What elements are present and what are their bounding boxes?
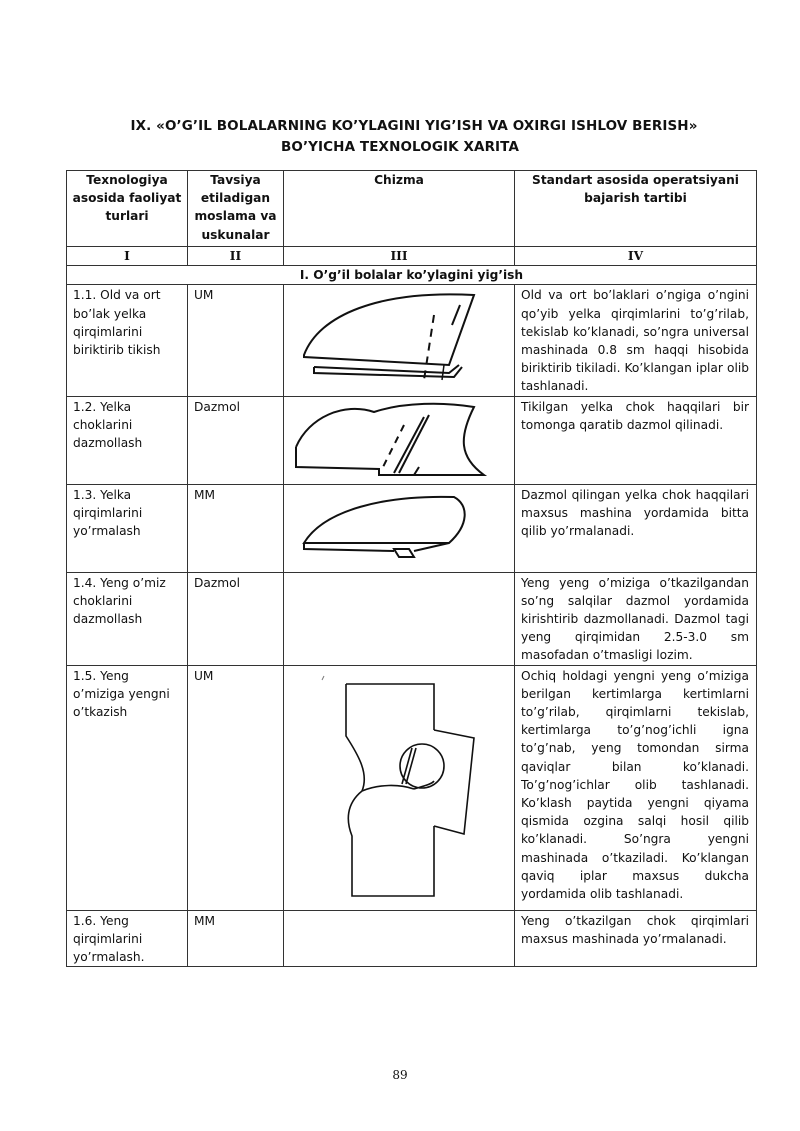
header-activity: Texnologiya asosida faoliyat turlari — [67, 171, 188, 247]
roman-2: II — [188, 247, 284, 266]
roman-1: I — [67, 247, 188, 266]
roman-3: III — [284, 247, 515, 266]
equipment-cell: MM — [188, 484, 284, 572]
equipment-cell: UM — [188, 285, 284, 396]
table-row — [67, 285, 757, 396]
section-row — [67, 266, 757, 285]
drawing-cell — [284, 484, 515, 572]
drawing-cell — [284, 665, 515, 910]
shoulder-overlocking-drawing — [284, 485, 515, 571]
table-row — [67, 396, 757, 484]
equipment-cell: UM — [188, 665, 284, 910]
drawing-cell — [284, 285, 515, 396]
drawing-cell-empty — [284, 572, 515, 665]
table-row — [67, 572, 757, 665]
procedure-cell: Old va ort bo’laklari o’ngiga o’ngini qo’yib yelka qirqimlarini to’g’rilab, tekislab ko’klanadi, so’ngra universal mashinada 0.8 sm haqqi hisobida biriktirib tikiladi. Ko’klangan iplar olib tashlanadi. — [515, 285, 757, 396]
equipment-cell: Dazmol — [188, 572, 284, 665]
header-equipment: Tavsiya etiladigan moslama va uskunalar — [188, 171, 284, 247]
shoulder-seam-pressing-drawing — [284, 397, 515, 483]
activity-cell: 1.4. Yeng o’miz choklarini dazmollash — [67, 572, 188, 665]
header-procedure: Standart asosida operatsiyani bajarish tartibi — [515, 171, 757, 247]
equipment-cell: Dazmol — [188, 396, 284, 484]
drawing-cell-empty — [284, 910, 515, 967]
table-row — [67, 484, 757, 572]
activity-cell: 1.3. Yelka qirqimlarini yo’rmalash — [67, 484, 188, 572]
table-header-row — [67, 171, 757, 247]
activity-cell: 1.6. Yeng qirqimlarini yo’rmalash. — [67, 910, 188, 967]
roman-numeral-row — [67, 247, 757, 266]
procedure-cell: Tikilgan yelka chok haqqilari bir tomonga qaratib dazmol qilinadi. — [515, 396, 757, 484]
document-title-line1: IX. «O’G’IL BOLALARNING KO’YLAGINI YIG’ISH VA OXIRGI ISHLOV BERISH» — [130, 118, 698, 134]
procedure-cell: Yeng o’tkazilgan chok qirqimlari maxsus mashinada yo’rmalanadi. — [515, 910, 757, 967]
activity-cell: 1.5. Yeng o’miziga yengni o’tkazish — [67, 665, 188, 910]
sleeve-setting-drawing — [284, 666, 515, 908]
roman-4: IV — [515, 247, 757, 266]
drawing-cell — [284, 396, 515, 484]
shoulder-seam-stitching-drawing — [284, 285, 515, 393]
technology-map-table — [66, 170, 757, 967]
equipment-cell: MM — [188, 910, 284, 967]
document-title-line2: BO’YICHA TEXNOLOGIK XARITA — [280, 139, 519, 155]
procedure-cell: Dazmol qilingan yelka chok haqqilari maxsus mashina yordamida bitta qilib yo’rmalanadi. — [515, 484, 757, 572]
table-row — [67, 665, 757, 910]
activity-cell: 1.1. Old va ort bo’lak yelka qirqimlarini biriktirib tikish — [67, 285, 188, 396]
section-title: I. O’g’il bolalar ko’ylagini yig’ish — [67, 266, 757, 285]
table-row — [67, 910, 757, 967]
page-number: 89 — [392, 1068, 408, 1082]
procedure-cell: Ochiq holdagi yengni yeng o’miziga berilgan kertimlarga kertimlarni to’g’rilab, qirqimlarni tekislab, kertimlarga to’g’nog’ichli igna to’g’nab, yeng tomondan sirma qaviqlar bilan ko’klanadi. To’g’nog’ichlar olib tashlanadi. Ko’klash paytida yengni qiyama qismida ozgina salqi hosil qilib ko’klanadi. So’ngra yengni mashinada o’tkaziladi. Ko’klangan qaviq iplar maxsus dukcha yordamida olib tashlanadi. — [515, 665, 757, 910]
activity-cell: 1.2. Yelka choklarini dazmollash — [67, 396, 188, 484]
procedure-cell: Yeng yeng o’miziga o’tkazilgandan so’ng salqilar dazmol yordamida kirishtirib dazmollanadi. Dazmol tagi yeng qirqimidan 2.5-3.0 sm masofadan o’tmasligi lozim. — [515, 572, 757, 665]
header-drawing: Chizma — [284, 171, 515, 247]
